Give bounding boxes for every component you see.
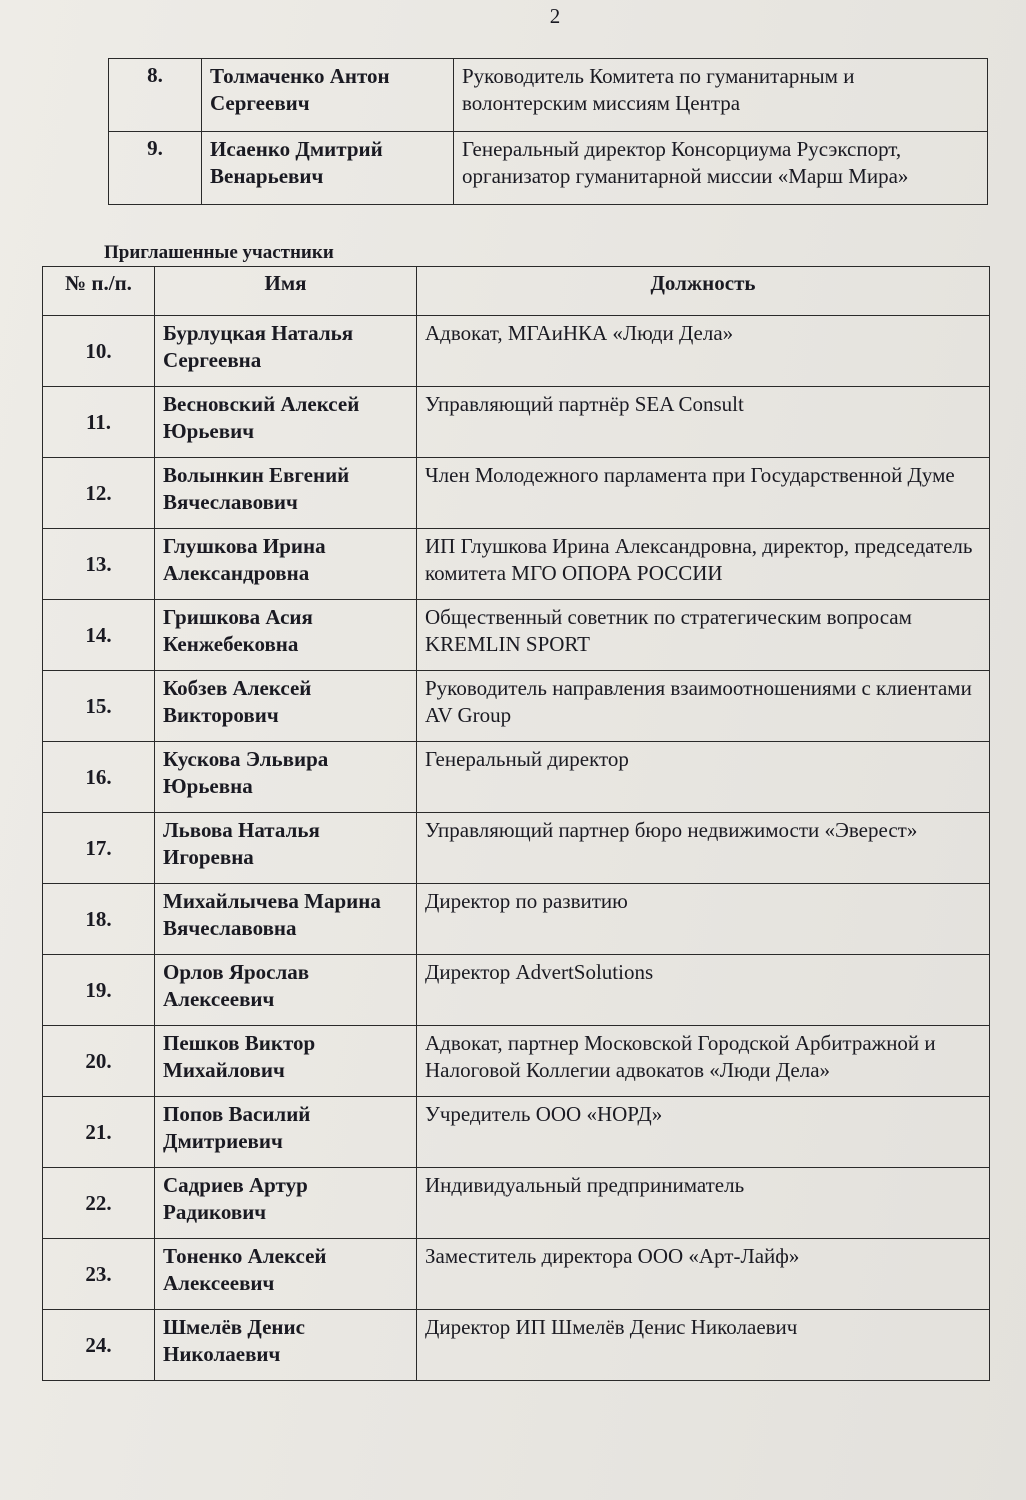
table-row [43, 1168, 990, 1239]
person-position: Руководитель Комитета по гуманитарным и волонтерским миссиям Центра [454, 59, 988, 132]
person-position: ИП Глушкова Ирина Александровна, директор, председатель комитета МГО ОПОРА РОССИИ [417, 529, 990, 600]
table-row [43, 316, 990, 387]
row-number: 20. [43, 1026, 155, 1097]
column-header-position: Должность [417, 267, 990, 316]
person-name: Львова Наталья Игоревна [155, 813, 417, 884]
person-name: Шмелёв Денис Николаевич [155, 1310, 417, 1381]
person-position: Адвокат, МГАиНКА «Люди Дела» [417, 316, 990, 387]
person-position: Генеральный директор [417, 742, 990, 813]
table-row [109, 59, 988, 132]
table-row [43, 387, 990, 458]
table-row [43, 671, 990, 742]
table-row [43, 1239, 990, 1310]
row-number: 9. [109, 132, 202, 205]
person-position: Директор AdvertSolutions [417, 955, 990, 1026]
person-position: Руководитель направления взаимоотношениями с клиентами AV Group [417, 671, 990, 742]
row-number: 24. [43, 1310, 155, 1381]
table-header-row [43, 267, 990, 316]
person-position: Директор по развитию [417, 884, 990, 955]
invited-participants-table [42, 266, 990, 1381]
table-row [43, 1097, 990, 1168]
person-position: Заместитель директора ООО «Арт-Лайф» [417, 1239, 990, 1310]
table-row [43, 1026, 990, 1097]
person-name: Волынкин Евгений Вячеславович [155, 458, 417, 529]
person-position: Индивидуальный предприниматель [417, 1168, 990, 1239]
row-number: 15. [43, 671, 155, 742]
person-name: Гришкова Асия Кенжебековна [155, 600, 417, 671]
committee-table [108, 58, 988, 205]
table-row [43, 458, 990, 529]
person-name: Глушкова Ирина Александровна [155, 529, 417, 600]
person-position: Адвокат, партнер Московской Городской Арбитражной и Налоговой Коллегии адвокатов «Люди Дела» [417, 1026, 990, 1097]
row-number: 14. [43, 600, 155, 671]
person-name: Кускова Эльвира Юрьевна [155, 742, 417, 813]
person-name: Тоненко Алексей Алексеевич [155, 1239, 417, 1310]
table-row [43, 600, 990, 671]
column-header-number: № п./п. [43, 267, 155, 316]
row-number: 23. [43, 1239, 155, 1310]
column-header-name: Имя [155, 267, 417, 316]
person-position: Член Молодежного парламента при Государственной Думе [417, 458, 990, 529]
row-number: 12. [43, 458, 155, 529]
person-position: Учредитель ООО «НОРД» [417, 1097, 990, 1168]
page-number: 2 [549, 4, 561, 28]
table-row [43, 955, 990, 1026]
person-name: Попов Василий Дмитриевич [155, 1097, 417, 1168]
row-number: 8. [109, 59, 202, 132]
row-number: 19. [43, 955, 155, 1026]
table-row [43, 884, 990, 955]
person-name: Орлов Ярослав Алексеевич [155, 955, 417, 1026]
section-title: Приглашенные участники [104, 242, 334, 263]
person-name: Садриев Артур Радикович [155, 1168, 417, 1239]
row-number: 10. [43, 316, 155, 387]
table-row [43, 813, 990, 884]
person-position: Директор ИП Шмелёв Денис Николаевич [417, 1310, 990, 1381]
person-position: Управляющий партнёр SEA Consult [417, 387, 990, 458]
row-number: 22. [43, 1168, 155, 1239]
table-row [43, 742, 990, 813]
person-name: Исаенко Дмитрий Венарьевич [202, 132, 454, 205]
row-number: 11. [43, 387, 155, 458]
person-name: Михайлычева Марина Вячеславовна [155, 884, 417, 955]
row-number: 16. [43, 742, 155, 813]
person-position: Управляющий партнер бюро недвижимости «Эверест» [417, 813, 990, 884]
person-name: Толмаченко Антон Сергеевич [202, 59, 454, 132]
person-position: Общественный советник по стратегическим вопросам KREMLIN SPORT [417, 600, 990, 671]
row-number: 21. [43, 1097, 155, 1168]
table-row [109, 132, 988, 205]
person-name: Пешков Виктор Михайлович [155, 1026, 417, 1097]
person-position: Генеральный директор Консорциума Русэкспорт, организатор гуманитарной миссии «Марш Мира» [454, 132, 988, 205]
row-number: 17. [43, 813, 155, 884]
row-number: 18. [43, 884, 155, 955]
person-name: Весновский Алексей Юрьевич [155, 387, 417, 458]
table-row [43, 529, 990, 600]
person-name: Бурлуцкая Наталья Сергеевна [155, 316, 417, 387]
table-row [43, 1310, 990, 1381]
row-number: 13. [43, 529, 155, 600]
person-name: Кобзев Алексей Викторович [155, 671, 417, 742]
